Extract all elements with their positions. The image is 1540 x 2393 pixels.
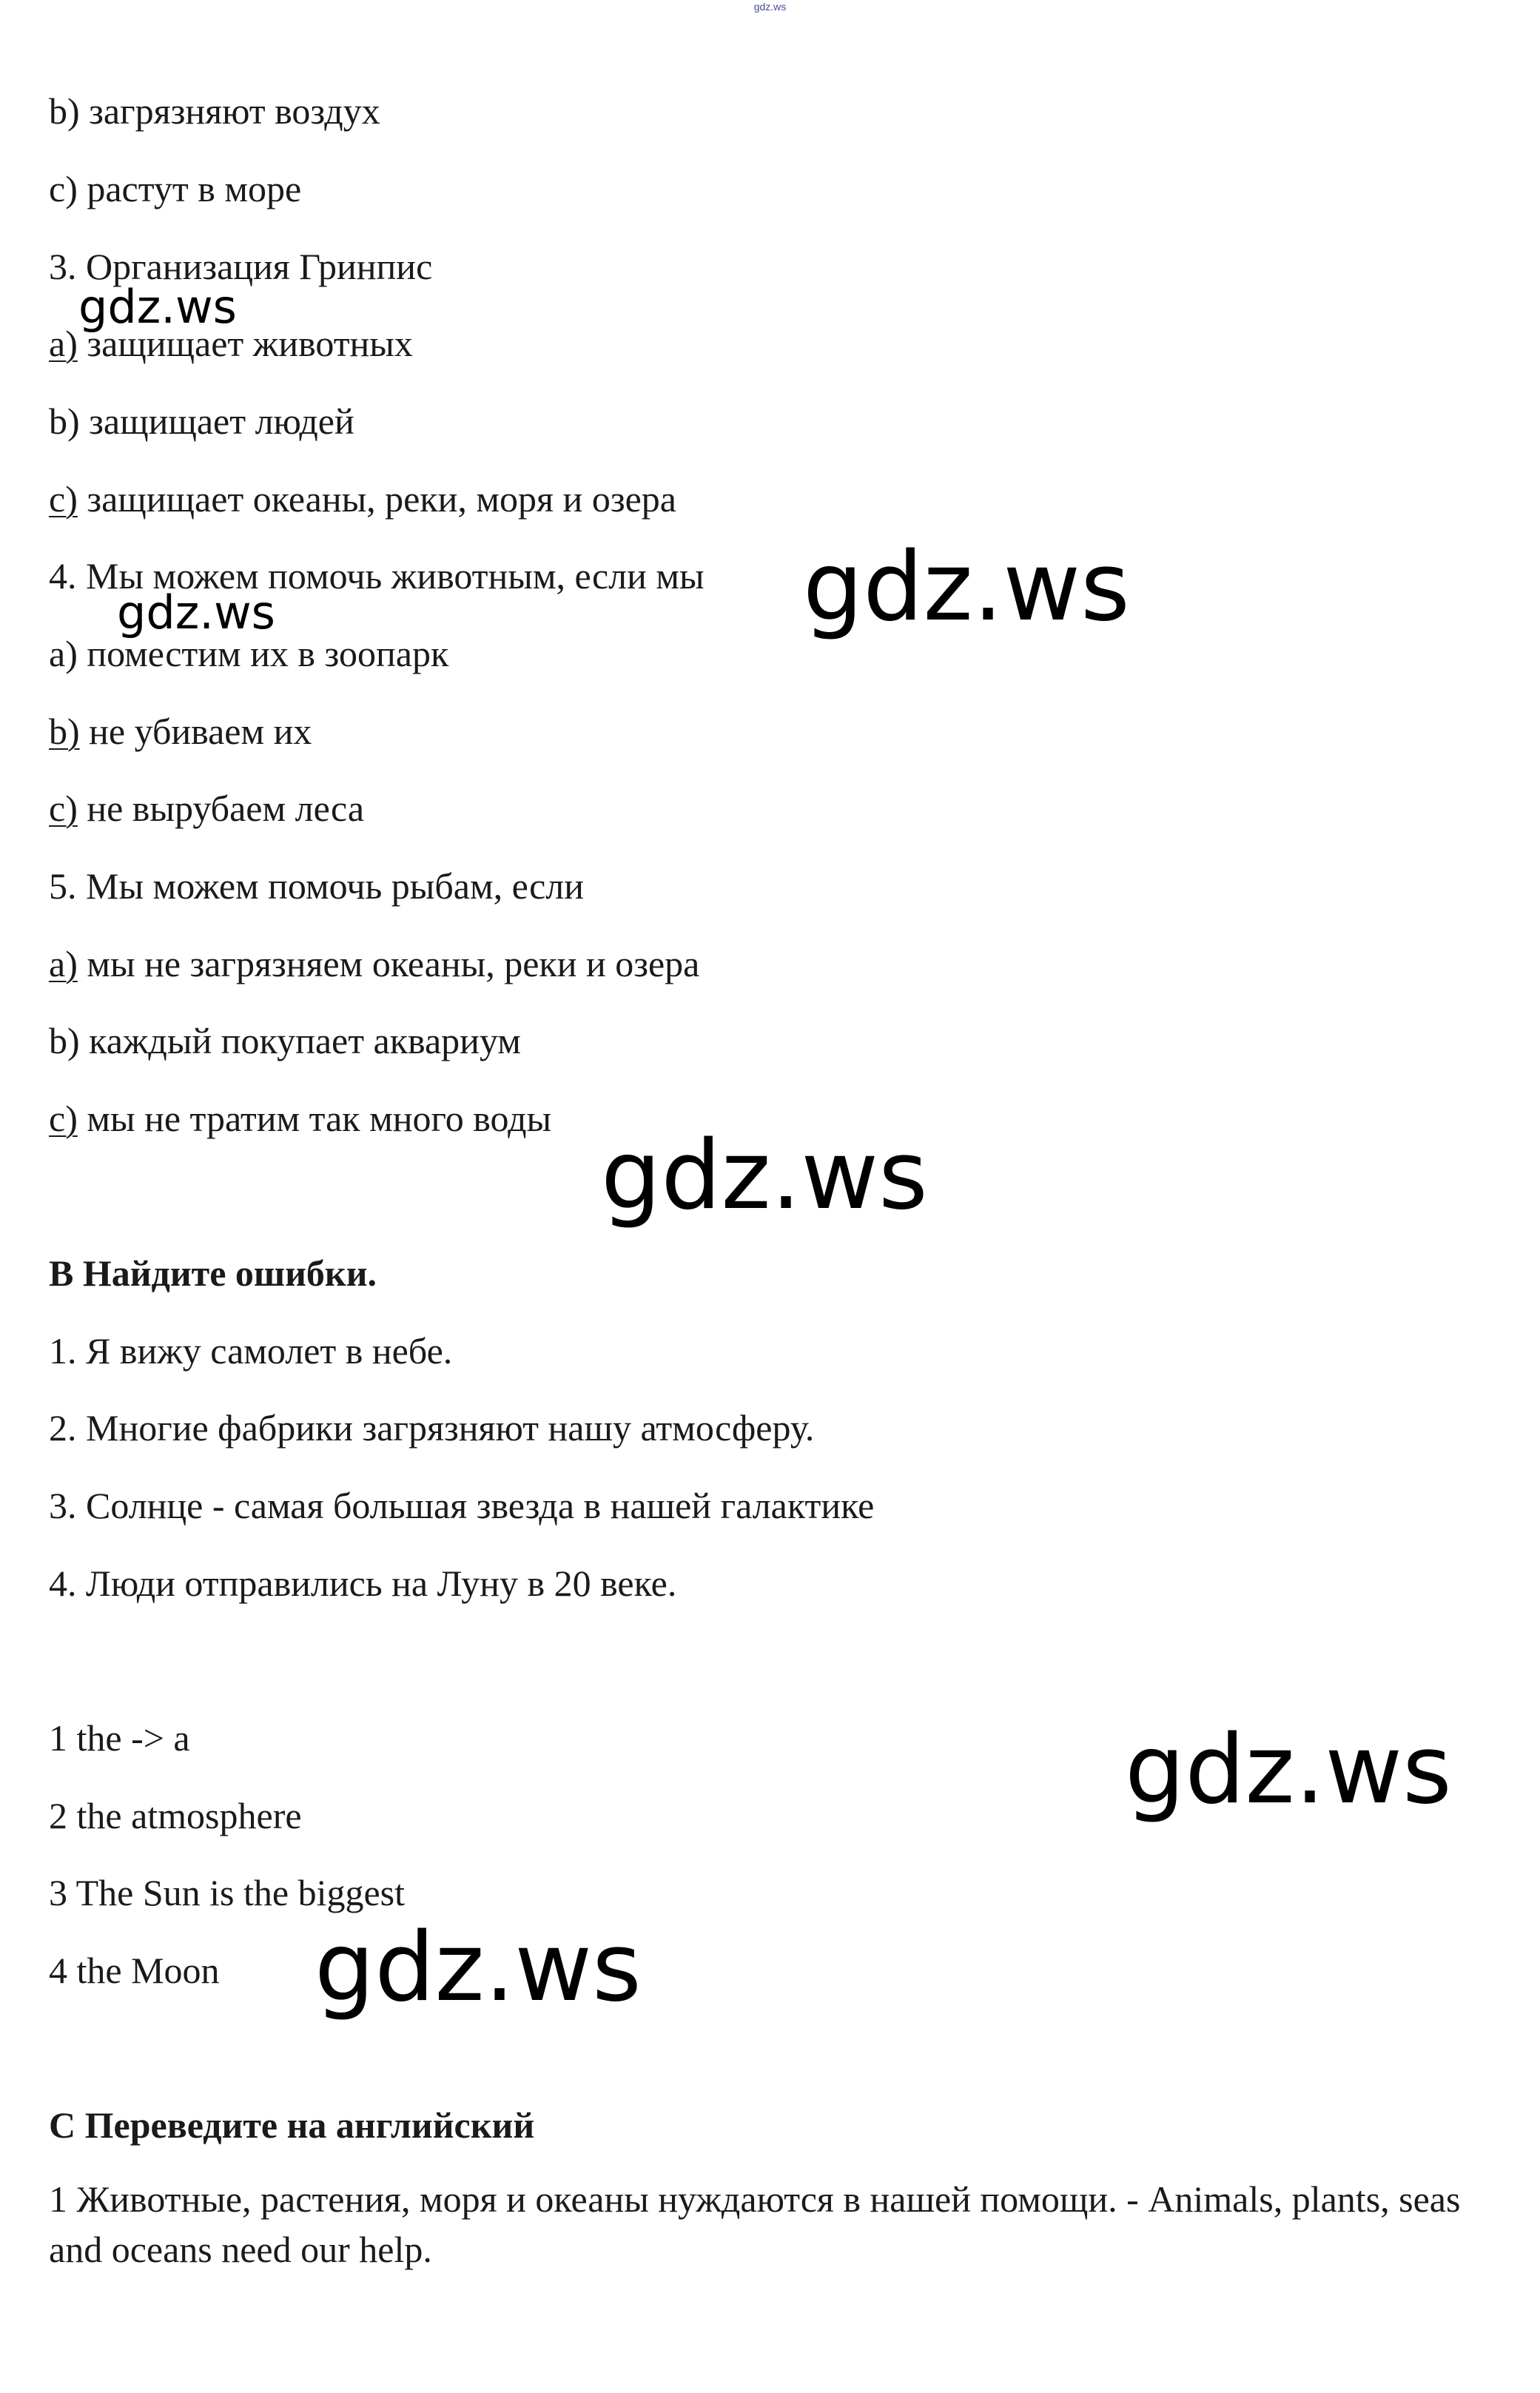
option-2c	[49, 166, 1499, 212]
option-marker-correct: b)	[49, 711, 80, 752]
option-5a	[49, 941, 1499, 987]
section-c-heading: C Переведите на английский	[49, 2104, 535, 2146]
section-b-answer: 1 the -> a	[49, 1717, 190, 1759]
option-4c	[49, 785, 1499, 831]
option-text: защищает людей	[79, 400, 354, 442]
option-3b	[49, 398, 1499, 444]
watermark: gdz.ws	[315, 1913, 642, 2023]
question-3: 3. Организация Гринпис	[49, 246, 433, 287]
watermark: gdz.ws	[803, 532, 1130, 642]
option-marker: c)	[49, 168, 78, 209]
section-b-item: 2. Многие фабрики загрязняют нашу атмосферу.	[49, 1407, 815, 1449]
section-b-item: 1. Я вижу самолет в небе.	[49, 1330, 453, 1372]
option-3c	[49, 476, 1499, 522]
watermark: gdz.ws	[1125, 1715, 1452, 1825]
option-5b	[49, 1018, 1499, 1064]
watermark: gdz.ws	[78, 280, 237, 334]
option-text: мы не загрязняем океаны, реки и озера	[77, 943, 700, 984]
question-4: 4. Мы можем помочь животным, если мы	[49, 555, 705, 597]
watermark: gdz.ws	[601, 1121, 928, 1231]
option-text: растут в море	[77, 168, 302, 209]
option-text: не вырубаем леса	[77, 788, 365, 829]
section-b-item: 4. Люди отправились на Луну в 20 веке.	[49, 1563, 677, 1604]
option-text: каждый покупает аквариум	[79, 1020, 521, 1061]
option-text: не убиваем их	[79, 711, 312, 752]
option-2b	[49, 88, 1499, 134]
option-marker: b)	[49, 400, 80, 442]
option-text: защищает океаны, реки, моря и озера	[77, 478, 676, 520]
option-marker-correct: c)	[49, 478, 78, 520]
section-b-heading: B Найдите ошибки.	[49, 1252, 377, 1294]
section-b-answer: 2 the atmosphere	[49, 1795, 302, 1836]
option-4b	[49, 708, 1499, 754]
section-c-item: 1 Животные, растения, моря и океаны нуждаются в нашей помощи. - Animals, plants, seas and oceans need our help.	[49, 2178, 1461, 2270]
option-marker: b)	[49, 1020, 80, 1061]
option-marker: a)	[49, 633, 78, 674]
option-marker-correct: a)	[49, 943, 78, 984]
option-text: загрязняют воздух	[79, 90, 380, 132]
option-marker-correct: a)	[49, 323, 78, 364]
option-marker: b)	[49, 90, 80, 132]
section-b-item: 3. Солнце - самая большая звезда в нашей галактике	[49, 1485, 875, 1526]
option-text: поместим их в зоопарк	[77, 633, 449, 674]
question-5: 5. Мы можем помочь рыбам, если	[49, 865, 584, 907]
watermark: gdz.ws	[117, 585, 275, 640]
option-text: мы не тратим так много воды	[77, 1098, 552, 1139]
section-b-answer: 4 the Moon	[49, 1950, 220, 1991]
option-marker-correct: c)	[49, 1098, 78, 1139]
section-b-answer: 3 The Sun is the biggest	[49, 1872, 406, 1913]
option-marker-correct: c)	[49, 788, 78, 829]
option-3a	[49, 320, 1499, 366]
option-text: защищает животных	[77, 323, 413, 364]
top-watermark: gdz.ws	[753, 1, 787, 13]
